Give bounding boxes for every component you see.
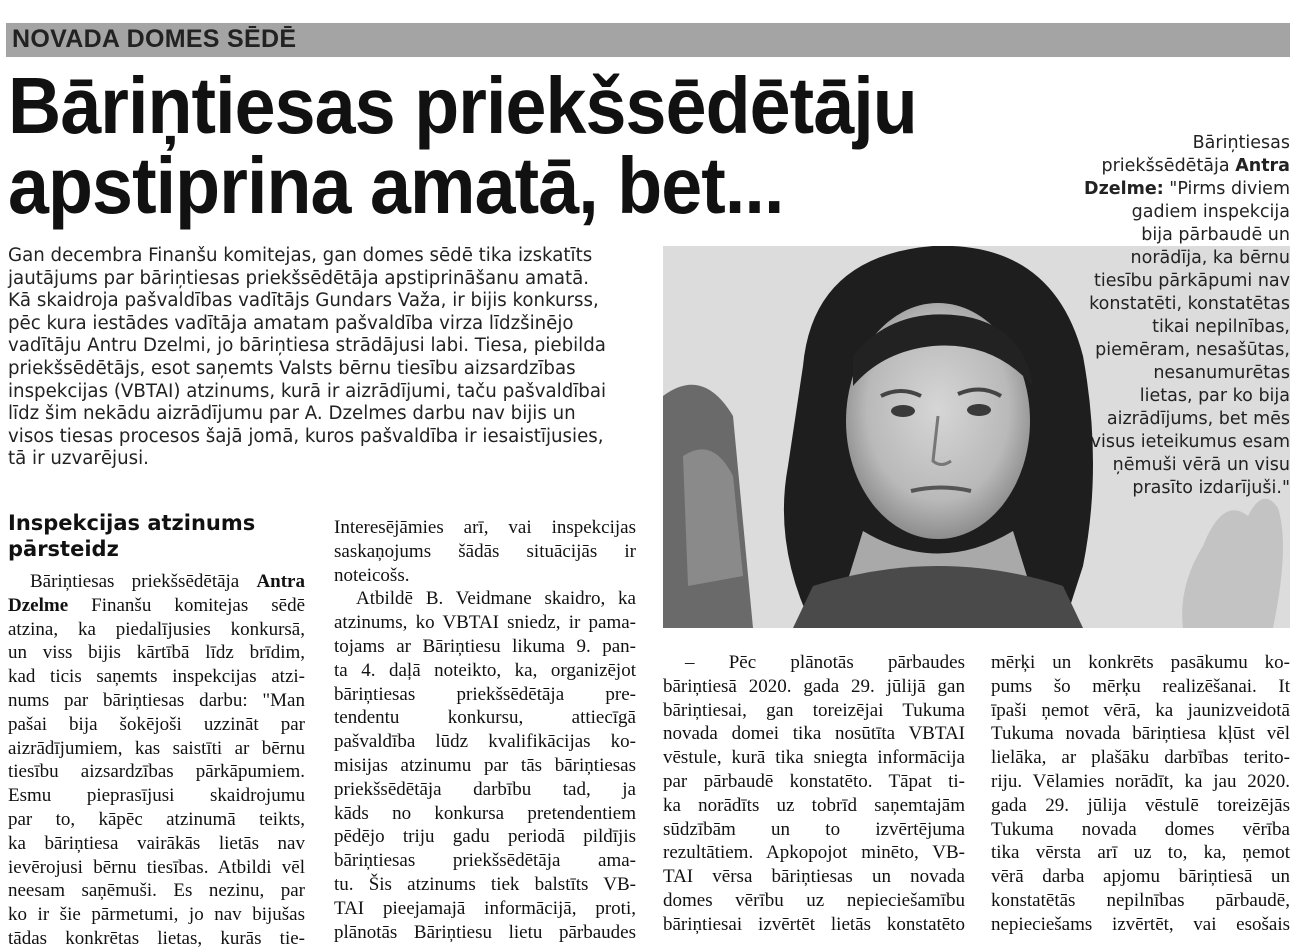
column-line (8, 594, 305, 618)
column-line: Tukuma novada bāriņtiesa kļūst vēl (991, 723, 1290, 745)
column-text: Bāriņtiesas priekšsēdētāja (30, 571, 257, 592)
lead-line: līdz šim nekādu aizrādījumu par A. Dzelmes darbu nav bijis un (8, 403, 576, 425)
column-line: konstatētās nepilnības pārbaudē, (991, 889, 1290, 911)
lead-line: tā ir uzvarējusi. (8, 448, 149, 470)
column-line: nepieciešams izvērtēt, vai esošais (991, 913, 1290, 935)
lead-line: vadītāju Antru Dzelmi, jo bāriņtiesa strādājusi labi. Tiesa, piebilda (8, 335, 606, 357)
column-line: ka norādīts uz tobrīd saņemtajām (663, 794, 965, 816)
column-line: aizrādījumiem, kas saistīti ar bērnu (8, 737, 305, 759)
headline-line: apstiprina amatā, bet... (8, 141, 784, 230)
column-line: tu. Šis atzinums tiek balstīts VB- (334, 873, 636, 895)
headline-line: Bāriņtiesas priekšsēdētāju (8, 61, 917, 150)
column-line: priekšsēdētāja darbību tad, ja (334, 778, 636, 800)
column-line: pašai bija šokējoši uzzināt par (8, 713, 305, 735)
lead-paragraph (8, 245, 628, 471)
column-line: ka bāriņtiesa vairākās lietās nav (8, 832, 305, 854)
quote-text: priekšsēdētāja (1101, 156, 1236, 176)
quote-line: piemēram, nesašūtas, (1095, 340, 1290, 360)
column-line: plānotās Bāriņtiesu lietu pārbaudes (334, 921, 636, 943)
column-line: tiesību aizsardzības pārkāpumiem. (8, 761, 305, 783)
column-line: neesam saņēmuši. Es nezinu, par (8, 880, 305, 902)
column-line: domes vērību uz nepieciešamību (663, 889, 965, 911)
column-line: nums par bāriņtiesas darbu: "Man (8, 689, 305, 711)
pull-quote (1040, 132, 1290, 500)
article-column-3 (663, 651, 965, 937)
column-line: novada domei tika nosūtīta VBTAI (663, 723, 965, 745)
column-line: sūdzībām un to izvērtējuma (663, 818, 965, 840)
headline (8, 61, 983, 230)
person-name: Antra (256, 571, 305, 592)
column-line: ta 4. daļā noteikto, ka, organizējot (334, 659, 636, 681)
subheading-line: pārsteidz (8, 537, 119, 561)
section-label-bar (6, 23, 1290, 57)
quote-line: nesanumurētas (1153, 363, 1290, 383)
column-line: Tukuma novada domes vērība (991, 818, 1290, 840)
quote-text: "Pirms diviem (1163, 179, 1290, 199)
quote-line: tikai nepilnības, (1152, 317, 1290, 337)
column-line: bāriņtiesas priekšsēdētāja ama- (334, 850, 636, 872)
column-line: kad ticis saņemts inspekcijas atzi- (8, 666, 305, 688)
article-column-4 (991, 651, 1290, 937)
column-line: vēstule, kurā tika sniegta informācija (663, 747, 965, 769)
column-line: Atbildē B. Veidmane skaidro, ka (356, 588, 636, 610)
column-line: lielāka, ar plašāku darbības terito- (991, 747, 1290, 769)
column-line: bāriņtiesai izvērtēt lietās konstatēto (663, 913, 965, 935)
article-column-1 (8, 570, 305, 951)
subheading (8, 510, 308, 562)
column-line: – Pēc plānotās pārbaudes (685, 652, 965, 673)
column-line: rezultātiem. Apkopojot minēto, VB- (663, 842, 965, 864)
quote-name-first: Antra (1235, 156, 1290, 176)
quote-line: prasīto izdarījuši." (1132, 478, 1290, 498)
column-line: Esmu pieprasījusi skaidrojumu (8, 785, 305, 807)
quote-line: norādīja, ka bērnu (1130, 248, 1290, 268)
lead-line: priekšsēdētājs, esot saņemts Valsts bērnu tiesību aizsardzības (8, 357, 576, 379)
subheading-line: Inspekcijas atzinums (8, 511, 256, 535)
quote-line (1040, 155, 1290, 178)
column-line: pums šo mērķu realizēšanai. It (991, 675, 1290, 697)
quote-line: aizrādījums, bet mēs (1106, 409, 1290, 429)
column-line: Interesējāmies arī, vai inspekcijas (334, 517, 636, 538)
column-line: par to, kāpēc atzinumā teikts, (8, 808, 305, 830)
quote-line: bija pārbaudē un (1141, 225, 1290, 245)
quote-line (1040, 178, 1290, 201)
column-line: saskaņojums šādās situācijās ir (334, 540, 636, 562)
lead-line: inspekcijas (VBTAI) atzinums, kurā ir aizrādījumi, taču pašvaldībai (8, 380, 607, 402)
column-line: misijas atzinumu par tās bāriņtiesas (334, 754, 636, 776)
column-line: un viss bijis kārtībā līdz brīdim, (8, 642, 305, 664)
quote-line: konstatēti, konstatētas (1089, 294, 1290, 314)
quote-line: Bāriņtiesas (1192, 133, 1290, 153)
column-line: īpaši ņemot vērā, ka jaunizveidotā (991, 699, 1290, 721)
quote-line: gadiem inspekcija (1131, 202, 1290, 222)
quote-name-last: Dzelme: (1084, 179, 1164, 199)
column-line: pašvaldība lūdz kvalifikācijas ko- (334, 731, 636, 753)
column-line: pēdējo triju gadu periodā pildījis (334, 826, 636, 848)
quote-line: ņēmuši vērā un visu (1112, 455, 1290, 475)
column-line: tādas konkrētas lietas, kurās tie- (8, 927, 305, 949)
column-text: Finanšu komitejas sēdē (68, 594, 305, 616)
column-line: vērā darba apjomu bāriņtiesā un (991, 866, 1290, 888)
column-line: atzinums, ko VBTAI sniedz, ir pama- (334, 612, 636, 634)
column-line: tendentu konkursu, attiecīgā (334, 707, 636, 729)
column-line: mērķi un konkrēts pasākumu ko- (991, 652, 1290, 673)
column-line: bāriņtiesā 2020. gada 29. jūlijā gan (663, 675, 965, 697)
column-line: TAI pieejamajā informācijā, proti, (334, 897, 636, 919)
lead-line: Kā skaidroja pašvaldības vadītājs Gundars Važa, ir bijis konkurss, (8, 290, 599, 312)
column-line: riju. Vēlamies norādīt, ka jau 2020. (991, 770, 1290, 792)
column-line: bāriņtiesai, gan toreizējai Tukuma (663, 699, 965, 721)
column-line: par pārbaudē konstatēto. Tāpat ti- (663, 770, 965, 792)
column-line: bāriņtiesas priekšsēdētāja pre- (334, 683, 636, 705)
column-line (8, 570, 305, 594)
column-line: tojams ar Bāriņtiesu likuma 9. pan- (334, 635, 636, 657)
lead-line: pēc kura iestādes vadītāja amatam pašvaldība virza līdzšinējo (8, 312, 574, 334)
quote-line: visus ieteikumus esam (1090, 432, 1290, 452)
column-line: gada 29. jūlija vēstulē toreizējās (991, 794, 1290, 816)
section-label: NOVADA DOMES SĒDĒ (12, 25, 297, 53)
article-column-2 (334, 516, 636, 944)
lead-line: jautājums par bāriņtiesas priekšsēdētāja apstiprināšanu amatā. (8, 267, 590, 289)
person-name: Dzelme (8, 594, 69, 616)
lead-line: visos tiesas procesos šajā jomā, kuros pašvaldība ir iesaistījusies, (8, 425, 604, 447)
lead-line: Gan decembra Finanšu komitejas, gan domes sēdē tika izskatīts (8, 245, 593, 266)
column-line: ko ir šie pārmetumi, jo nav bijušas (8, 904, 305, 926)
quote-line: lietas, par ko bija (1139, 386, 1290, 406)
column-line: kāds no konkursa pretendentiem (334, 802, 636, 824)
column-line: tika vērsta arī uz to, ka, ņemot (991, 842, 1290, 864)
column-line: noteicošs. (334, 564, 410, 586)
column-line: ievērojusi bērnu tiesības. Atbildi vēl (8, 856, 305, 878)
column-line: TAI vērsa bāriņtiesas un novada (663, 866, 965, 888)
column-line: atzina, ka piedalījusies konkursā, (8, 618, 305, 640)
quote-line: tiesību pārkāpumi nav (1094, 271, 1290, 291)
